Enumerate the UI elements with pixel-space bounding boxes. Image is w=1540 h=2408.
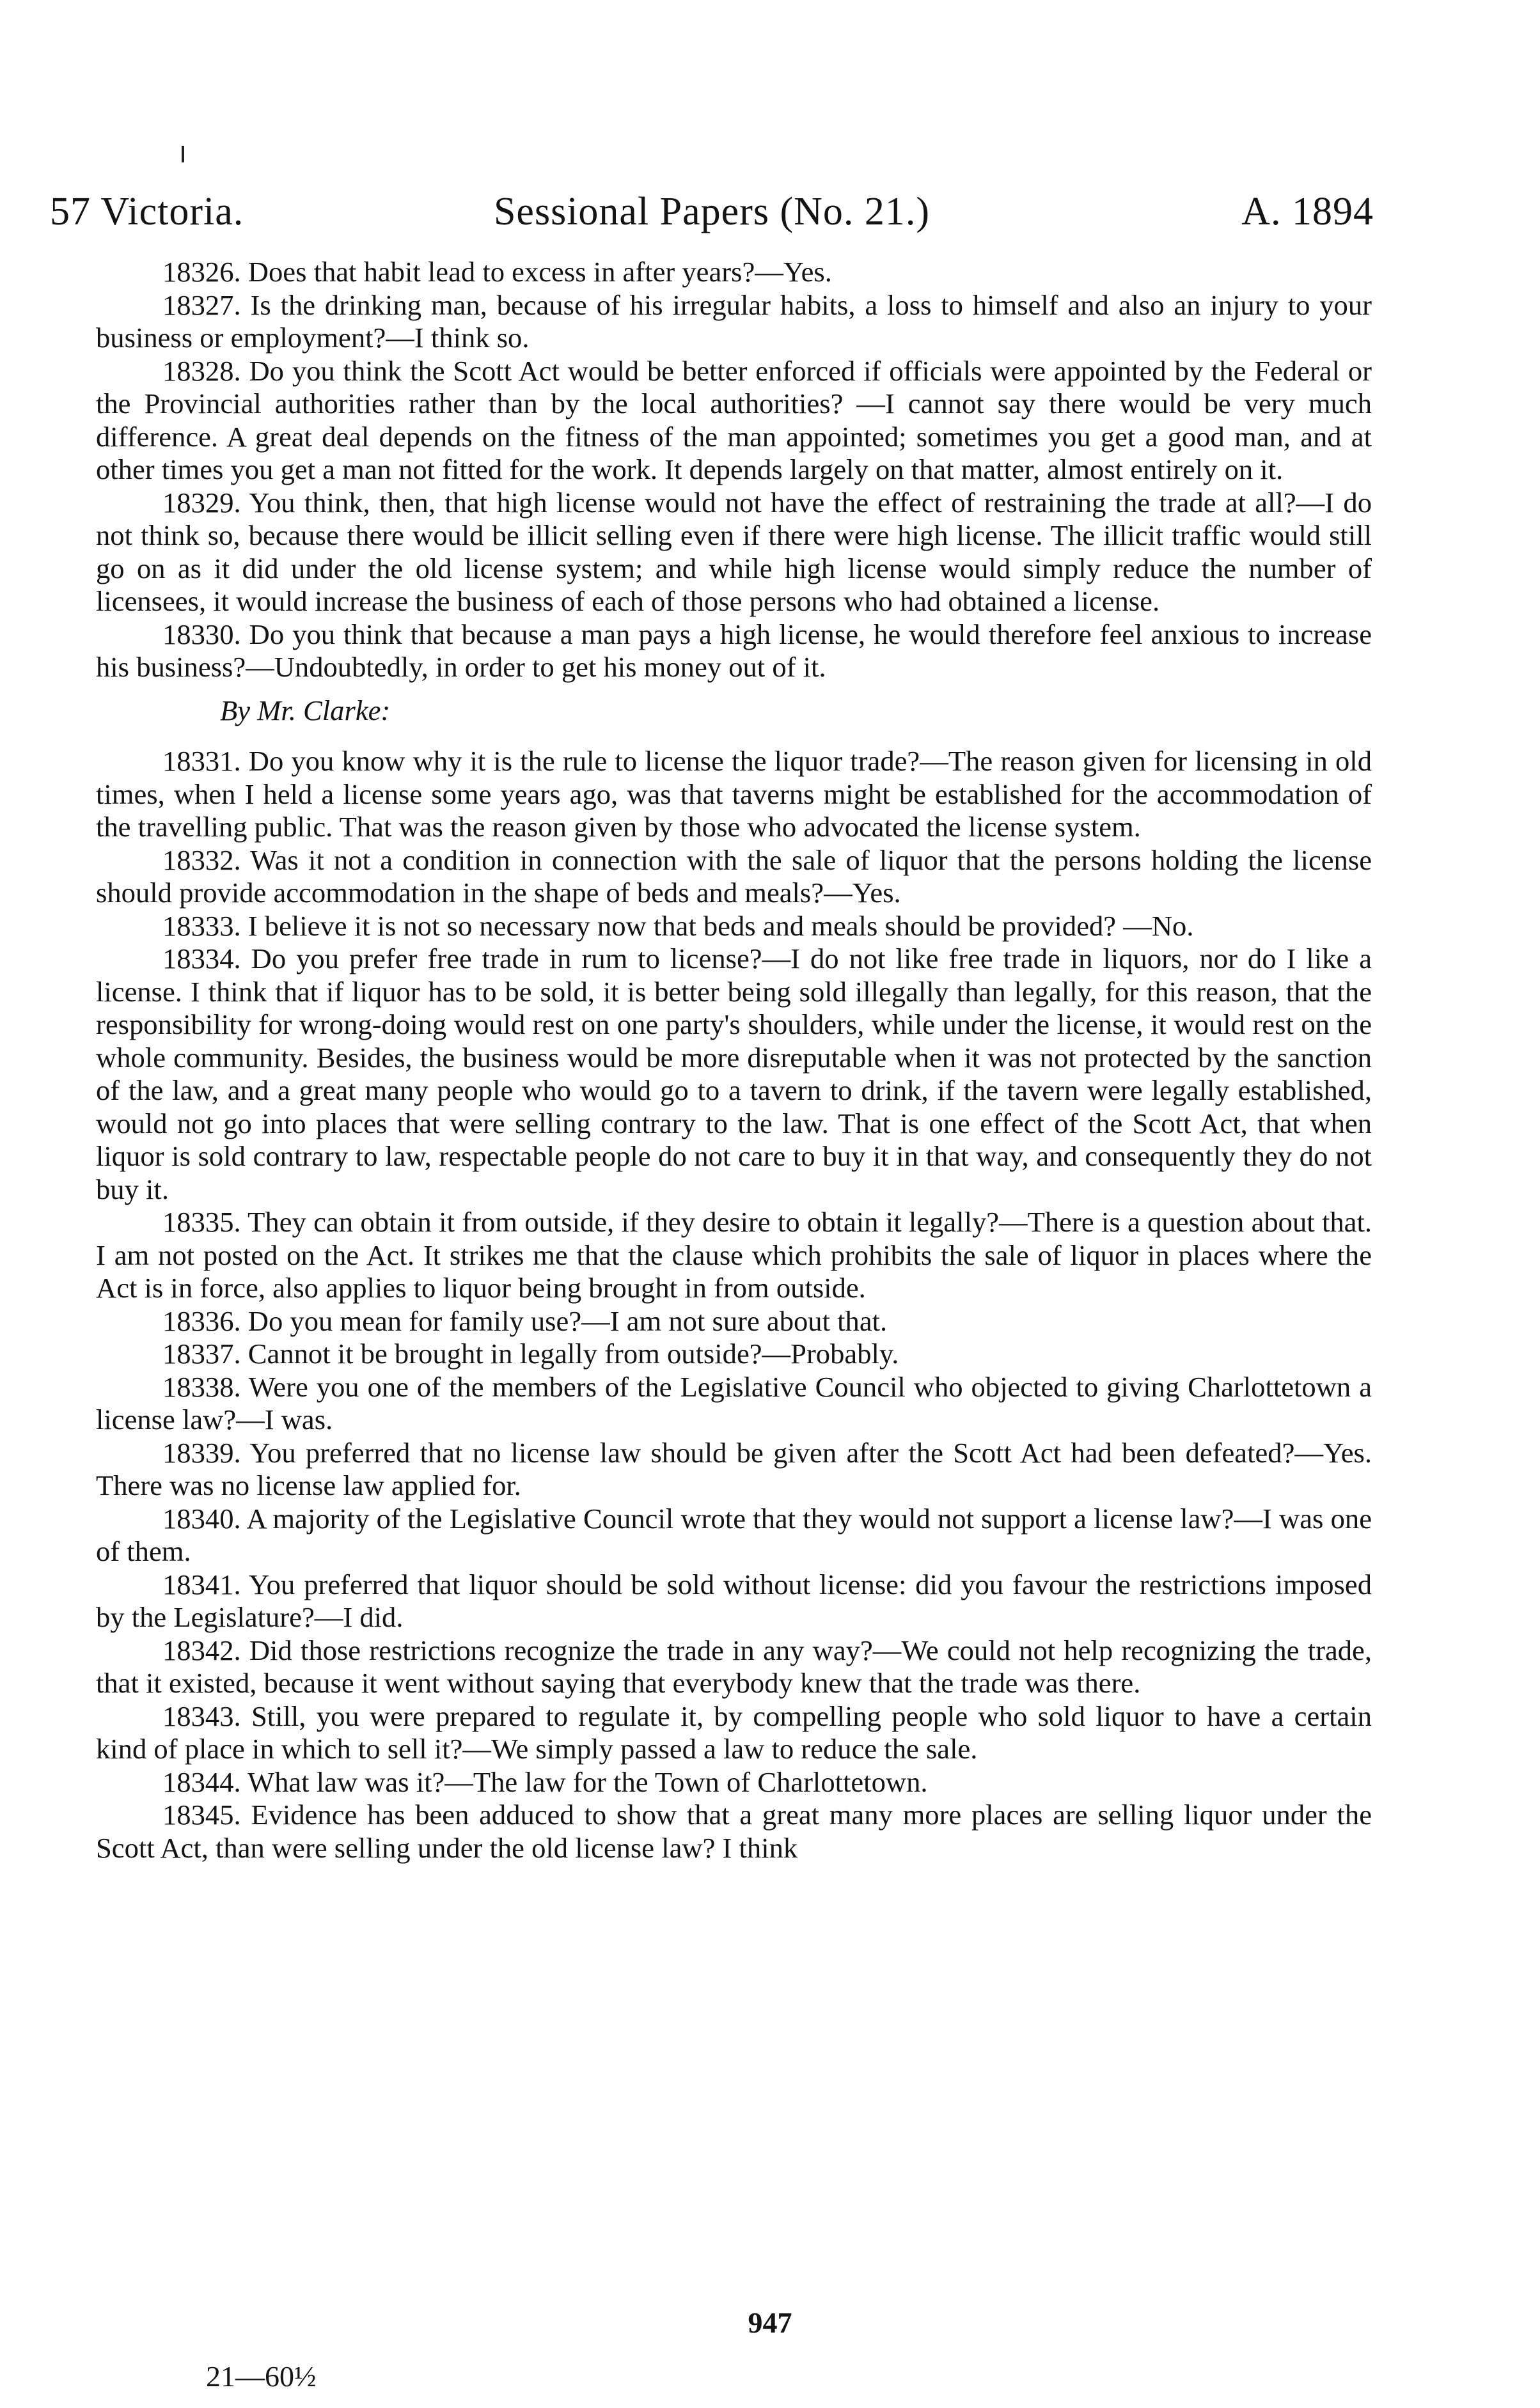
- question-18340: 18340. A majority of the Legislative Council wrote that they would not support a license law?—I was one of them.: [96, 1502, 1372, 1567]
- scan-mark: [182, 146, 184, 162]
- header-regnal-year: 57 Victoria.: [50, 190, 244, 233]
- header-year: A. 1894: [1241, 190, 1374, 233]
- question-18339: 18339. You preferred that no license law should be given after the Scott Act had been defeated?—Yes. There was no license law applied for.: [96, 1436, 1372, 1501]
- question-18333: 18333. I believe it is not so necessary now that beds and meals should be provided? —No.: [162, 909, 1194, 942]
- signature-mark: 21—60½: [206, 2360, 317, 2393]
- speaker-heading: By Mr. Clarke:: [220, 694, 391, 726]
- question-18331: 18331. Do you know why it is the rule to license the liquor trade?—The reason given for licensing in old times, when I held a license some years ago, was that taverns might be established for the accommodation of the travelling public. That was the reason given by those who advocated the license system.: [96, 745, 1372, 843]
- question-18335: 18335. They can obtain it from outside, if they desire to obtain it legally?—There is a question about that. I am not posted on the Act. It strikes me that the clause which prohibits the sale of liquor in places where the Act is in force, also applies to liquor being brought in from outside.: [96, 1206, 1372, 1304]
- question-18334: 18334. Do you prefer free trade in rum to license?—I do not like free trade in liquors, nor do I like a license. I think that if liquor has to be sold, it is better being sold illegally than legally, for this reason, that the responsibility for wrong-doing would rest on one party's shoulders, while under the license, it would rest on the whole community. Besides, the business would be more disreputable when it was not protected by the sanction of the law, and a great many people who would go to a tavern to drink, if the tavern were legally established, would not go into places that were selling contrary to the law. That is one effect of the Scott Act, that when liquor is sold contrary to law, respectable people do not care to buy it in that way, and consequently they do not buy it.: [96, 942, 1372, 1205]
- header-title: Sessional Papers (No. 21.): [493, 190, 931, 233]
- question-18338: 18338. Were you one of the members of the Legislative Council who objected to giving Charlottetown a license law?—I was.: [96, 1370, 1372, 1435]
- question-18345: 18345. Evidence has been adduced to show that a great many more places are selling liquor under the Scott Act, than were selling under the old license law? I think: [96, 1799, 1372, 1864]
- question-18343: 18343. Still, you were prepared to regulate it, by compelling people who sold liquor to have a certain kind of place in which to sell it?—We simply passed a law to reduce the sale.: [96, 1700, 1372, 1765]
- question-18330: 18330. Do you think that because a man pays a high license, he would therefore feel anxious to increase his business?—Undoubtedly, in order to get his money out of it.: [96, 618, 1372, 683]
- question-18341: 18341. You preferred that liquor should be sold without license: did you favour the restrictions imposed by the Legislature?—I did.: [96, 1568, 1372, 1633]
- page-number: 947: [748, 2306, 792, 2339]
- question-18327: 18327. Is the drinking man, because of his irregular habits, a loss to himself and also an injury to your business or employment?—I think so.: [96, 288, 1372, 354]
- question-18336: 18336. Do you mean for family use?—I am not sure about that.: [162, 1304, 888, 1337]
- question-18342: 18342. Did those restrictions recognize the trade in any way?—We could not help recognizing the trade, that it existed, because it went without saying that everybody knew that the trade was there.: [96, 1634, 1372, 1699]
- question-18344: 18344. What law was it?—The law for the Town of Charlottetown.: [162, 1765, 928, 1798]
- question-18337: 18337. Cannot it be brought in legally from outside?—Probably.: [162, 1338, 899, 1370]
- question-18332: 18332. Was it not a condition in connection with the sale of liquor that the persons holding the license should provide accommodation in the shape of beds and meals?—Yes.: [96, 843, 1372, 909]
- testimony-body: [96, 256, 1372, 1865]
- question-18328: 18328. Do you think the Scott Act would be better enforced if officials were appointed by the Federal or the Provincial authorities rather than by the local authorities? —I cannot say there would be very much difference. A great deal depends on the fitness of the man appointed; sometimes you get a good man, and at other times you get a man not fitted for the work. It depends largely on that matter, almost entirely on it.: [96, 354, 1372, 485]
- question-18329: 18329. You think, then, that high license would not have the effect of restraining the trade at all?—I do not think so, because there would be illicit selling even if there were high license. The illicit traffic would still go on as it did under the old license system; and while high license would simply reduce the number of licensees, it would increase the business of each of those persons who had obtained a license.: [96, 486, 1372, 617]
- question-18326: 18326. Does that habit lead to excess in after years?—Yes.: [162, 256, 832, 288]
- running-header: [50, 183, 1374, 240]
